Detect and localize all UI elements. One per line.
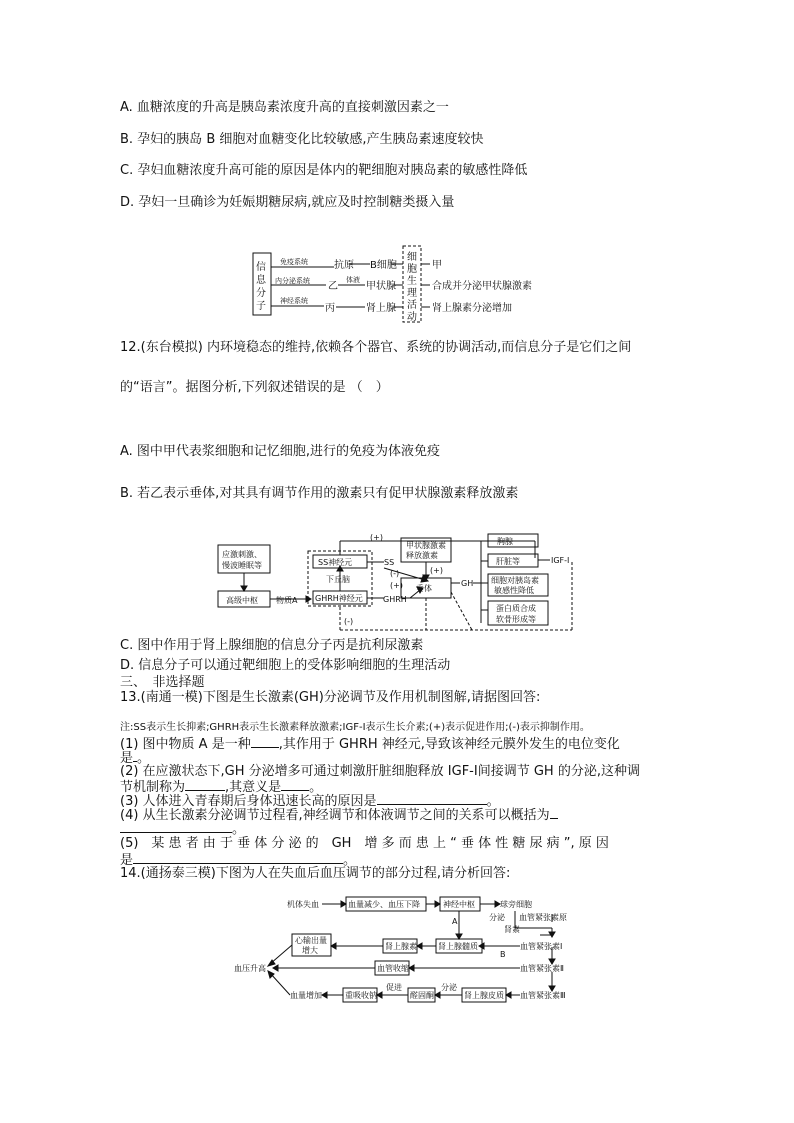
fig13-stress-1: 应激刺激、 [222,550,262,559]
fig12-cell-b: B细胞 [370,260,397,271]
fig14-adrenal-medulla: 肾上腺髓质 [438,942,478,951]
fig12-molecule-b: 乙 [328,281,338,292]
fig13-thymus: 胸腺 [497,537,513,546]
q13-part2-text-d: 。 [309,780,323,795]
fig13-center: 高级中枢 [226,596,258,605]
q13-part1-text-d: 。 [137,751,151,766]
fig13-igf: IGF-Ⅰ [551,556,570,565]
q12-option-c: C. 图中作用于肾上腺细胞的信息分子丙是抗利尿激素 [120,638,424,653]
fig12-left-char-2: 息 [256,275,266,286]
q11-option-d: D. 孕妇一旦确诊为妊娠期糖尿病,就应及时控制糖类摄入量 [120,195,455,210]
fig12-box-char-6: 动 [407,312,417,323]
fig12-box-char-5: 活 [407,300,417,311]
fig14-ang3: 血管紧张素Ⅲ [520,991,566,1000]
fig12-box-char-1: 细 [407,252,417,263]
q13-stem: 13.(南通一模)下图是生长激素(GH)分泌调节及作用机制图解,请据图回答: [120,690,541,705]
q13-part1-text-a: (1) 图中物质 A 是一种 [120,737,251,752]
fig14-decrease: 血量减少、血压下降 [348,900,420,909]
fig13-liver: 肝脏等 [496,557,520,566]
fig12-system-endocrine: 内分泌系统 [275,277,310,285]
fig14-blood-increase: 血量增加 [290,991,322,1000]
fig13-protein-2: 软骨形成等 [496,615,536,624]
q11-option-b: B. 孕妇的胰岛 B 细胞对血糖变化比较敏感,产生胰岛素速度较快 [120,132,484,147]
fig14-label-a: A [452,917,458,926]
fig14-renin: 肾素 [504,925,520,934]
fig14-adrenal-cortex: 肾上腺皮质 [464,991,504,1000]
fig13-pituitary: 垂体 [416,584,432,593]
fig12-system-immune: 免疫系统 [280,258,308,266]
q13-part2-text-c: ,其意义是 [225,780,282,795]
q12-stem-line1: 12.(东台模拟) 内环境稳态的维持,依赖各个器官、系统的协调活动,而信息分子是它们之间 [120,340,632,355]
q14-stem: 14.(通扬泰三模)下图为人在失血后血压调节的部分过程,请分析回答: [120,866,511,881]
fig12-left-char-4: 子 [256,301,266,312]
fig14-bp-rise: 血压升高 [234,964,266,973]
fig13-plus-top: (+) [370,533,383,542]
fig14-blood-loss: 机体失血 [287,900,319,909]
fig14-promote: 促进 [386,983,402,992]
fig12-result-b: 合成并分泌甲状腺激素 [432,281,532,292]
fig13-ghrh: GHRH [383,595,407,604]
fig13-plus-trh: (+) [430,566,443,575]
fig12-body-fluid: 体液 [346,276,360,284]
q12-option-d: D. 信息分子可以通过靶细胞上的受体影响细胞的生理活动 [120,658,451,673]
q13-part1-text-b: ,其作用于 GHRH 神经元,导致该神经元膜外发生的电位变化 [278,737,620,752]
fig13-ss-neuron: SS神经元 [318,558,353,567]
fig14-adrenaline: 肾上腺素 [385,942,417,951]
fig13-ghrh-neuron: GHRH神经元 [315,594,363,603]
fig14-secrete: 分泌 [489,913,505,922]
q13-part3-text-b: 。 [486,794,500,809]
fig12-cell-thyroid: 甲状腺 [366,281,396,292]
fig13-gh: GH [461,579,474,588]
fig14-vasoconstriction: 血管收缩 [377,964,409,973]
section-heading: 三、 非选择题 [120,675,205,690]
fig13-substance-a: 物质A [276,596,298,605]
fig12-cell-adrenal: 肾上腺 [366,303,396,314]
fig13-insulin-1: 细胞对胰岛素 [491,576,539,585]
q13-part5-text-c: 。 [343,853,357,868]
fig13-minus-ss: (-) [390,569,400,578]
fig12-system-nervous: 神经系统 [280,297,308,305]
fig14-ang2: 血管紧张素Ⅱ [520,964,564,973]
fig14-cardiac-1: 心输出量 [295,936,327,945]
fig12-box-char-3: 生 [407,276,417,287]
fig13-trh-1: 甲状腺激素 [406,541,446,550]
fig12-molecule-antigen: 抗原 [334,260,354,271]
q13-part4-text-a: (4) 从生长激素分泌调节过程看,神经调节和体液调节之间的关系可以概括为 [120,808,550,823]
fig12-result-a: 甲 [432,260,442,271]
fig12-left-char-3: 分 [256,288,266,299]
fig13-trh-2: 释放激素 [406,551,438,560]
fig12-box-char-2: 胞 [407,264,417,275]
fig12-left-char-1: 信 [256,262,266,273]
fig14-juxta: 球旁细胞 [500,900,532,909]
q13-part3-text-a: (3) 人体进入青春期后身体迅速长高的原因是 [120,794,377,809]
q11-option-a: A. 血糖浓度的升高是胰岛素浓度升高的直接刺激因素之一 [120,100,449,115]
fig13-minus-bottom: (-) [344,617,354,626]
fig14-secrete2: 分泌 [441,983,457,992]
q13-part4-text-b: 。 [232,822,246,837]
fig13-hypothalamus: 下丘脑 [326,575,350,584]
fig12-result-c: 肾上腺素分泌增加 [432,303,512,314]
fig12-molecule-c: 丙 [325,303,335,314]
fig14-angiotensinogen: 血管紧张素原 [519,913,567,922]
q13-part5-line1: (5) 某 患 者 由 于 垂 体 分 泌 的 GH 增 多 而 患 上 “ 垂 体 性 糖 尿 病 ”, 原 因 [120,836,609,851]
fig14-label-b: B [500,950,506,959]
q12-stem-line2: 的“语言”。据图分析,下列叙述错误的是 （ ） [120,380,389,395]
q13-note: 注:SS表示生长抑素;GHRH表示生长激素释放激素;IGF-Ⅰ表示生长介素;(+)表示促进作用;(-)表示抑制作用。 [120,722,590,733]
q13-part2-text-b: 节机制称为 [120,780,186,795]
fig13-insulin-2: 敏感性降低 [494,586,534,595]
fig13-protein-1: 蛋白质合成 [496,604,536,613]
fig12-box-char-4: 理 [407,288,417,299]
fig13-plus-ghrh: (+) [390,581,403,590]
fig14-aldosterone: 醛固酮 [410,991,434,1000]
fig14-ang1: 血管紧张素Ⅰ [520,942,563,951]
q13-part5-text-b: 是 [120,853,134,868]
q12-option-a: A. 图中甲代表浆细胞和记忆细胞,进行的免疫为体液免疫 [120,444,441,459]
fig13-stress-2: 慢波睡眠等 [222,561,262,570]
q11-option-c: C. 孕妇血糖浓度升高可能的原因是体内的靶细胞对胰岛素的敏感性降低 [120,163,528,178]
fig14-cardiac-2: 增大 [302,946,318,955]
fig14-nerve-center: 神经中枢 [443,900,475,909]
fig13-ss: SS [384,558,395,567]
q12-option-b: B. 若乙表示垂体,对其具有调节作用的激素只有促甲状腺激素释放激素 [120,486,519,501]
q13-part1-text-c: 是 [120,751,134,766]
fig14-reabsorb: 重吸收钠 [345,991,377,1000]
q13-part2-line1: (2) 在应激状态下,GH 分泌增多可通过刺激肝脏细胞释放 IGF-Ⅰ间接调节 GH 的分泌,这种调 [120,764,640,779]
